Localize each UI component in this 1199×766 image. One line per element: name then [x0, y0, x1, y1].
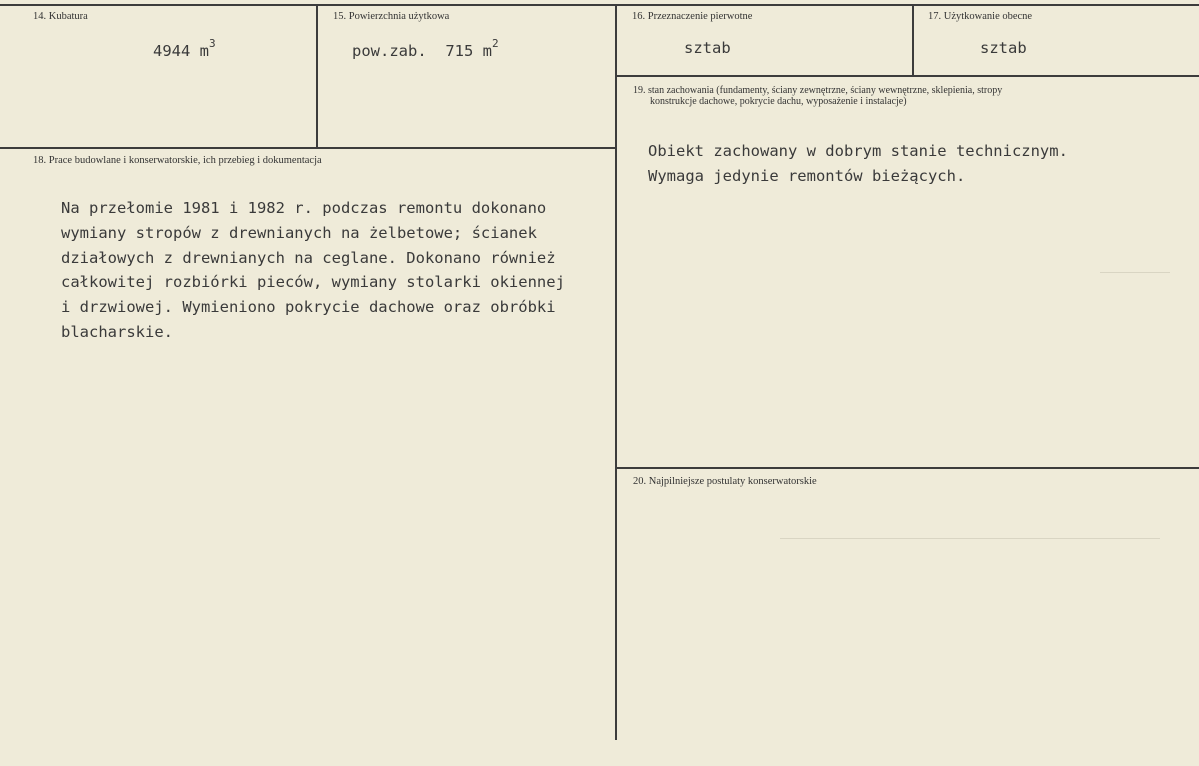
- field-18-line: wymiany stropów z drewnianych na żelbetowe; ścianek: [61, 223, 537, 242]
- field-19-line: Obiekt zachowany w dobrym stanie technicznym.: [648, 142, 1068, 160]
- field-19-label-line: 19. stan zachowania (fundamenty, ściany zewnętrzne, ściany wewnętrzne, sklepienia, stropy: [633, 85, 1003, 96]
- divider-row1-right: [617, 75, 1199, 77]
- field-18-text: [61, 196, 565, 345]
- faint-mark: [780, 538, 1160, 539]
- top-border: [0, 4, 1199, 6]
- field-18-label: 18. Prace budowlane i konserwatorskie, ich przebieg i dokumentacja: [33, 155, 322, 166]
- field-18-line: blacharskie.: [61, 322, 173, 341]
- faint-mark: [1100, 272, 1170, 273]
- field-18-line: działowych z drewnianych na ceglane. Dokonano również: [61, 248, 556, 267]
- field-20-label: 20. Najpilniejsze postulaty konserwatorskie: [633, 476, 817, 487]
- field-14-value: [153, 37, 216, 61]
- field-18-line: i drzwiowej. Wymieniono pokrycie dachowe oraz obróbki: [61, 298, 556, 317]
- field-15-value: [352, 37, 499, 61]
- field-16-label: 16. Przeznaczenie pierwotne: [632, 11, 753, 22]
- field-19-line: Wymaga jedynie remontów bieżących.: [648, 166, 966, 185]
- field-19-label-line: konstrukcje dachowe, pokrycie dachu, wyposażenie i instalacje): [650, 96, 907, 107]
- field-19-label: [633, 85, 1153, 107]
- field-17-label: 17. Użytkowanie obecne: [928, 11, 1033, 22]
- field-15-label: 15. Powierzchnia użytkowa: [333, 11, 450, 22]
- field-18-line: całkowitej rozbiórki pieców, wymiany stolarki okiennej: [61, 273, 565, 292]
- field-18-line: Na przełomie 1981 i 1982 r. podczas remontu dokonano: [61, 199, 547, 217]
- divider-row1-left: [0, 147, 617, 149]
- field-14-number: 4944 m: [153, 42, 209, 61]
- divider-main: [615, 6, 617, 740]
- field-14-exponent: 3: [209, 37, 216, 50]
- divider-14-15: [316, 6, 318, 148]
- field-15-number: pow.zab. 715 m: [352, 42, 492, 61]
- divider-19-20: [617, 467, 1199, 469]
- field-19-text: [648, 139, 1068, 189]
- field-17-value: sztab: [980, 39, 1027, 57]
- divider-16-17: [912, 6, 914, 76]
- field-15-exponent: 2: [491, 37, 499, 50]
- field-16-value: sztab: [684, 39, 731, 57]
- field-14-label: 14. Kubatura: [33, 11, 88, 22]
